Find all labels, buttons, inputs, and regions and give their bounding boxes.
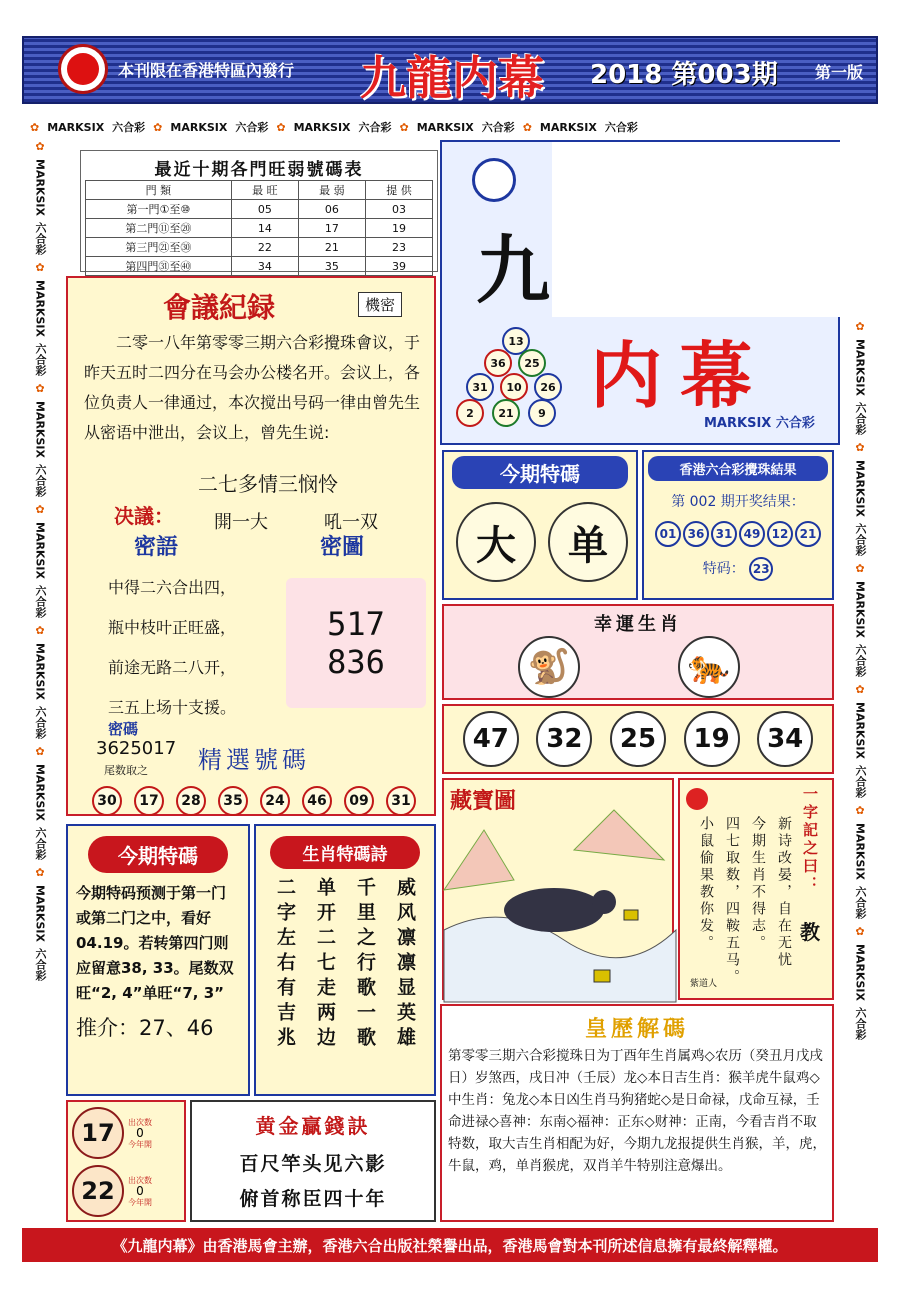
one-word-panel [678,778,834,1000]
resolution-one: 開一大 [214,512,268,533]
brand-cn-text: 六合彩 [604,121,638,134]
result-ball: 21 [795,521,821,547]
results-numbers [644,521,832,547]
resolution-label: 决議： [114,504,174,528]
table-cell: 35 [298,257,365,276]
flower-icon: ✿ [30,120,40,134]
zodiac-poem-body [256,877,434,1087]
lucky-number-ball: 47 [463,711,519,767]
brand-cn-text: 六合彩 [481,121,515,134]
flower-icon: ✿ [399,120,409,134]
stats-table-title: 最近十期各門旺弱號碼表 [154,160,364,180]
brand-text: MARKSIX [170,120,228,134]
number-ball: 31 [386,786,416,816]
poem-column: 单开二七走两边 [314,877,336,1052]
flower-icon: ✿ [35,865,45,879]
draw-count-number: 17 [72,1107,124,1159]
results-panel [642,450,834,600]
table-row [86,238,433,257]
lottery-ball: 13 [502,327,530,355]
flower-icon: ✿ [276,120,286,134]
hk-emblem-icon [58,44,108,94]
almanac-panel [440,1004,834,1222]
zodiac-poem-panel [254,824,436,1096]
brand-cn-text: 六合彩 [854,1006,867,1040]
poem-column: 二字左右有吉兆 [274,877,296,1052]
count-label: 出次数 [128,1175,152,1185]
brand-text: MARKSIX [33,400,47,458]
table-cell: 第四門㉛至㊵ [86,257,232,276]
almanac-body: 第零零三期六合彩搅珠日为丁酉年生肖属鸡◇农历（癸丑月戊戌日）岁煞西，戌日冲（壬辰）龙◇本日吉生肖：猴羊虎牛鼠鸡◇中生肖：兔龙◇本日凶生肖马狗猪蛇◇是日命禄，戊命互禄，壬命进禄◇喜神：东南◇福神：正东◇财神：正南，今看吉肖不取特数，取大吉生肖相配为好，今期九龙报提供生肖猴，羊，虎，牛鼠，鸡，单肖猴虎，双肖羊牛特别注意爆出。 [448,1048,826,1174]
confidential-tag: 機密 [358,292,402,317]
table-header: 最 弱 [298,181,365,200]
lucky-number-ball: 34 [757,711,813,767]
brand-text: MARKSIX [33,521,47,579]
miyu-label: 密語 [134,535,179,560]
count-value: 0 [136,1125,144,1140]
brand-text: MARKSIX [33,159,47,216]
cover-panel [440,140,840,445]
year-label: 今年開 [128,1197,152,1207]
draw-count-number: 22 [72,1165,124,1217]
golden-tip-line1: 百尺竿头见六影 [239,1153,387,1175]
minutes-quote: 二七多情三悯怜 [198,472,338,496]
brand-text: MARKSIX [853,701,867,759]
table-header: 提 供 [365,181,432,200]
flower-icon: ✿ [35,744,45,758]
flower-icon: ✿ [153,120,163,134]
brand-cn-text: 六合彩 [854,885,867,919]
code-value: 3625017 [96,738,177,759]
stats-table-panel [80,150,438,272]
table-header: 最 旺 [231,181,298,200]
results-special-row [644,557,832,581]
golden-tip-line2: 俯首称臣四十年 [239,1188,387,1210]
brand-text: MARKSIX [853,822,867,880]
poem-column: 千里之行歌一歌 [354,877,376,1052]
brand-cn-text: 六合彩 [34,463,47,497]
number-ball: 17 [134,786,164,816]
golden-tip-title: 黄金贏錢訣 [255,1114,371,1138]
table-row [86,200,433,219]
footer-disclaimer: 《九龍内幕》由香港馬會主辦，香港六合出版社榮譽出品，香港馬會對本刊所述信息擁有最終解釋權。 [22,1228,878,1262]
count-value: 0 [136,1183,144,1198]
table-header: 門 類 [86,181,232,200]
zodiac-poem-title: 生肖特碼詩 [270,836,420,869]
results-special-label: 特码： [702,561,745,577]
draw-count-row [72,1164,184,1218]
number-ball: 46 [302,786,332,816]
issue-number: 2018 第003期 [590,60,778,90]
prediction-title: 今期特碼 [88,836,228,873]
table-row [86,257,433,276]
brand-text: MARKSIX [539,120,597,134]
flower-icon: ✿ [855,440,865,454]
brand-cn-text: 六合彩 [34,947,47,981]
special-code-values [456,502,628,582]
verse-line: 今期生肖不得志。 [750,816,766,952]
verse-line: 小鼠偷果教你发。 [698,816,714,952]
draw-counts-panel [66,1100,186,1222]
code-label: 密碼 [108,720,139,738]
table-cell: 22 [231,238,298,257]
handwritten-code: 517 836 [327,605,385,681]
brand-cn-text: 六合彩 [34,705,47,739]
count-label: 出次数 [128,1117,152,1127]
almanac-title: 皇歷解碼 [584,1017,689,1042]
special-code-panel [442,450,638,600]
cover-mask [552,142,842,317]
special-code-size: 大 [456,502,536,582]
brand-text: MARKSIX [853,339,867,396]
result-ball: 49 [739,521,765,547]
results-subtitle: 第 002 期开奖结果： [671,494,805,510]
brand-cn-text: 六合彩 [235,121,269,134]
logo-icon [472,158,516,202]
treasure-map-panel [442,778,674,1000]
lottery-ball: 2 [456,399,484,427]
special-code-title: 今期特碼 [452,456,628,489]
poem-line: 瓶中枝叶正旺盛， [108,618,237,637]
poem-line: 中得二六合出四， [108,578,237,597]
brand-cn-text: 六合彩 [854,522,867,556]
brand-cn-text: 六合彩 [34,342,47,376]
brand-text: MARKSIX [853,459,867,517]
table-cell: 39 [365,257,432,276]
brand-strip-top [30,114,638,140]
cover-brand: MARKSIX 六合彩 [704,416,815,431]
flower-icon: ✿ [855,320,865,333]
table-cell: 第一門①至⑩ [86,200,232,219]
cover-title-second: 内幕 [590,333,771,418]
resolution-two: 吼一双 [324,512,378,533]
circulation-notice: 本刊限在香港特區內發行 [118,61,295,80]
lottery-ball: 26 [534,373,562,401]
prediction-recommend: 推介：27、46 [76,1016,214,1040]
number-ball: 30 [92,786,122,816]
lucky-zodiac-title: 幸運生肖 [594,614,682,635]
treasure-map-title: 藏寶圖 [450,789,517,814]
brand-text: MARKSIX [416,120,474,134]
special-code-parity: 单 [548,502,628,582]
table-cell: 第二門⑪至⑳ [86,219,232,238]
brand-cn-text: 六合彩 [358,121,392,134]
results-title: 香港六合彩攪珠結果 [648,456,828,481]
poem-column: 威风凛凛显英雄 [394,877,416,1052]
table-cell: 03 [365,200,432,219]
lottery-balls [456,327,576,437]
lottery-ball: 21 [492,399,520,427]
table-cell: 第三門㉑至㉚ [86,238,232,257]
prediction-body: 今期特码预测于第一门或第二门之中，看好04.19。若转第四门则应留意38, 33。尾数双旺“2, 4”单旺“7, 3” [76,884,234,1002]
result-ball: 01 [655,521,681,547]
table-row [86,219,433,238]
result-ball: 31 [711,521,737,547]
brand-cn-text: 六合彩 [34,584,47,618]
one-word-title: 一字記之曰： [801,786,819,894]
number-ball: 28 [176,786,206,816]
result-ball: 12 [767,521,793,547]
brand-cn-text: 六合彩 [34,826,47,860]
flower-icon: ✿ [522,120,532,134]
monkey-icon: 🐒 [518,636,580,698]
table-cell: 23 [365,238,432,257]
selected-label: 精選號碼 [198,746,310,774]
bell-icon [686,788,708,810]
draw-count-row [72,1106,184,1160]
verse-line: 四七取数，四鞍五马。 [724,816,740,986]
paper-title: 九龍内幕 [360,51,544,105]
lucky-number-ball: 25 [610,711,666,767]
draw-count-info [128,1117,152,1150]
flower-icon: ✿ [35,502,45,516]
poem-line: 三五上场十支援。 [108,698,237,717]
cover-title-first: 九 [476,228,550,314]
brand-cn-text: 六合彩 [854,764,867,798]
flower-icon: ✿ [855,682,865,696]
lottery-ball: 36 [484,349,512,377]
results-special-ball: 23 [749,557,773,581]
lottery-ball: 9 [528,399,556,427]
table-cell: 21 [298,238,365,257]
prediction-panel [66,824,250,1096]
table-cell: 19 [365,219,432,238]
table-cell: 06 [298,200,365,219]
code-note: 尾数取之 [104,764,148,777]
brand-cn-text: 六合彩 [112,121,146,134]
number-ball: 09 [344,786,374,816]
poem-line: 前途无路二八开， [108,658,237,677]
meeting-minutes-panel [66,276,436,816]
number-ball: 35 [218,786,248,816]
brand-text: MARKSIX [853,580,867,638]
verse-line: 新诗改晏，自在无忧 [776,816,792,969]
lucky-number-ball: 19 [684,711,740,767]
page-label: 第一版 [815,63,864,82]
draw-count-info [128,1175,152,1208]
table-cell: 14 [231,219,298,238]
lottery-ball: 25 [518,349,546,377]
number-ball: 24 [260,786,290,816]
flower-icon: ✿ [855,561,865,575]
brand-strip-right [848,320,872,1220]
mitu-label: 密圖 [320,535,365,560]
one-word-verses [694,816,796,986]
flower-icon: ✿ [35,140,45,153]
flower-icon: ✿ [35,381,45,395]
brand-text: MARKSIX [33,884,47,942]
lucky-numbers-panel [442,704,834,774]
table-header-row [86,181,433,200]
table-cell: 05 [231,200,298,219]
lottery-ball: 10 [500,373,528,401]
brand-cn-text: 六合彩 [854,401,867,435]
table-cell: 17 [298,219,365,238]
flower-icon: ✿ [35,260,45,274]
tiger-icon: 🐅 [678,636,740,698]
lottery-ball: 31 [466,373,494,401]
brand-cn-text: 六合彩 [854,643,867,677]
result-ball: 36 [683,521,709,547]
flower-icon: ✿ [855,803,865,817]
brand-text: MARKSIX [47,120,105,134]
flower-icon: ✿ [35,623,45,637]
one-word-answer: 教 [800,920,820,944]
lucky-number-ball: 32 [536,711,592,767]
table-cell: 34 [231,257,298,276]
brand-text: MARKSIX [33,763,47,821]
brand-text: MARKSIX [853,943,867,1001]
golden-tip-panel [190,1100,436,1222]
lucky-zodiac-panel [442,604,834,700]
brand-text: MARKSIX [33,279,47,337]
brand-cn-text: 六合彩 [34,221,47,255]
secret-poem [108,568,236,728]
flower-icon: ✿ [855,924,865,938]
brand-text: MARKSIX [33,642,47,700]
selected-numbers [92,786,416,816]
year-label: 今年開 [128,1139,152,1149]
minutes-body: 二零一八年第零零三期六合彩攪珠會议，于昨天五时二四分在马会办公楼名开。会议上，各位负责人一律通过，本次搅出号码一律由曾先生从密语中泄出，会议上，曾先生说: [84,333,421,442]
brand-strip-left [28,140,52,1220]
brand-text: MARKSIX [293,120,351,134]
minutes-title: 會議紀録 [163,291,276,324]
secret-image [286,578,426,708]
treasure-map-illustration [444,780,676,1002]
verse-author: 紫道人 [690,979,718,989]
